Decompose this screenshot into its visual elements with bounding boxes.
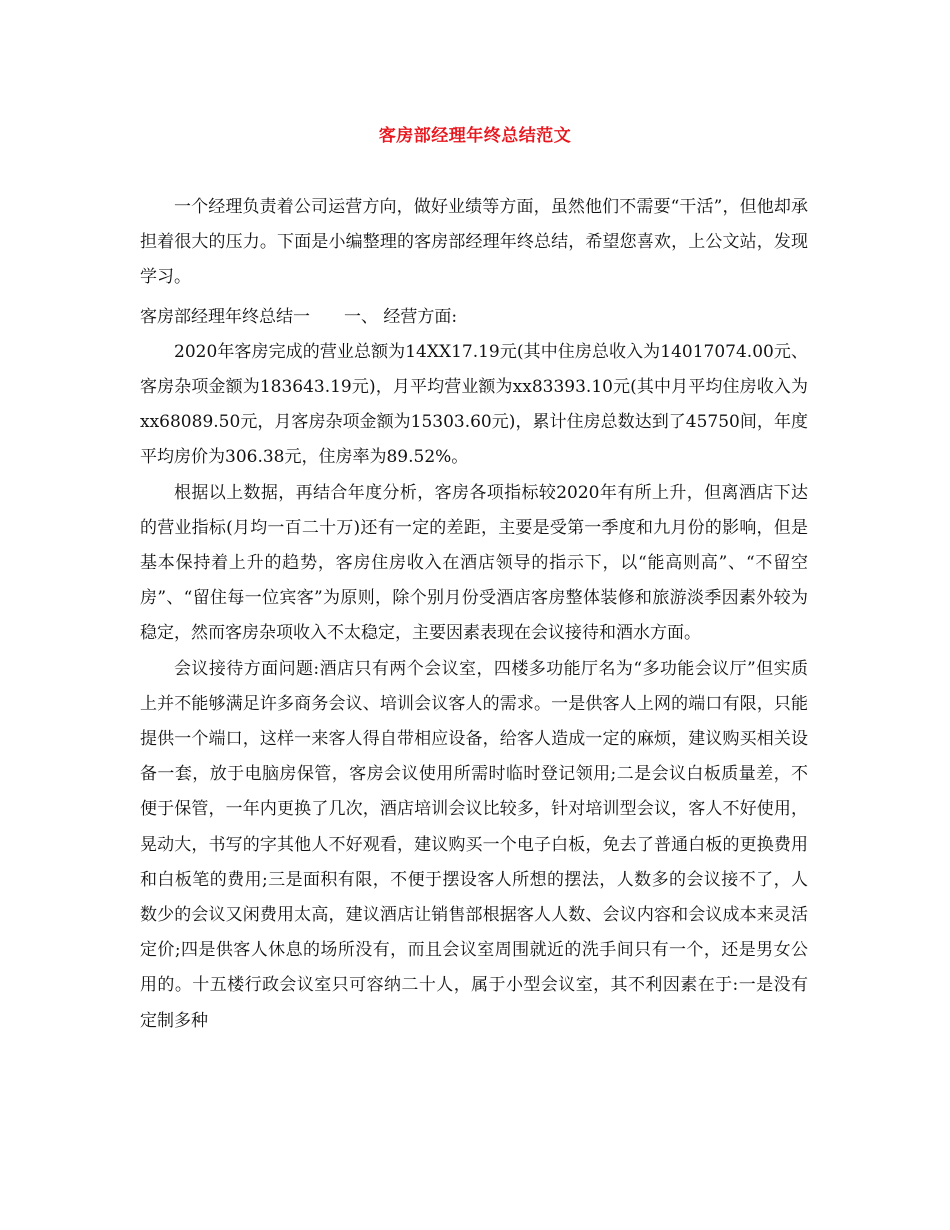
- document-body: [140, 190, 808, 1039]
- intro-paragraph: 一个经理负责着公司运营方向，做好业绩等方面，虽然他们不需要“干活”，但他却承担着很大的压力。下面是小编整理的客房部经理年终总结，希望您喜欢，上公文站，发现学习。: [140, 197, 808, 288]
- section-subheading: 一、 经营方面:: [344, 306, 458, 327]
- body-paragraph-3: 会议接待方面问题:酒店只有两个会议室，四楼多功能厅名为“多功能会议厅”但实质上并不能够满足许多商务会议、培训会议客人的需求。一是供客人上网的端口有限，只能提供一个端口，这样一来客人得自带相应设备，给客人造成一定的麻烦，建议购买相关设备一套，放于电脑房保管，客房会议使用所需时临时登记领用;二是会议白板质量差，不便于保管，一年内更换了几次，酒店培训会议比较多，针对培训型会议，客人不好使用，晃动大，书写的字其他人不好观看，建议购买一个电子白板，免去了普通白板的更换费用和白板笔的费用;三是面积有限，不便于摆设客人所想的摆法，人数多的会议接不了，人数少的会议又闲费用太高，建议酒店让销售部根据客人人数、会议内容和会议成本来灵活定价;四是供客人休息的场所没有，而且会议室周围就近的洗手间只有一个，还是男女公用的。十五楼行政会议室只可容纳二十人，属于小型会议室，其不利因素在于:一是没有定制多种: [140, 658, 808, 1031]
- body-paragraph-1: 2020年客房完成的营业总额为14XX17.19元(其中住房总收入为14017074.00元、客房杂项金额为183643.19元)，月平均营业额为xx83393.10元(其中月平均住房收入为xx68089.50元，月客房杂项金额为15303.60元)，累计住房总数达到了45750间，年度平均房价为306.38元，住房率为89.52%。: [140, 341, 808, 468]
- section-heading: 客房部经理年终总结一: [140, 306, 310, 327]
- document-title: 客房部经理年终总结范文: [378, 126, 572, 146]
- section-heading-line: [140, 300, 808, 335]
- body-paragraph-2: 根据以上数据，再结合年度分析，客房各项指标较2020年有所上升，但离酒店下达的营业指标(月均一百二十万)还有一定的差距，主要是受第一季度和九月份的影响，但是基本保持着上升的趋势，客房住房收入在酒店领导的指示下，以“能高则高”、“不留空房”、“留住每一位宾客”为原则，除个别月份受酒店客房整体装修和旅游淡季因素外较为稳定，然而客房杂项收入不太稳定，主要因素表现在会议接待和酒水方面。: [140, 482, 808, 644]
